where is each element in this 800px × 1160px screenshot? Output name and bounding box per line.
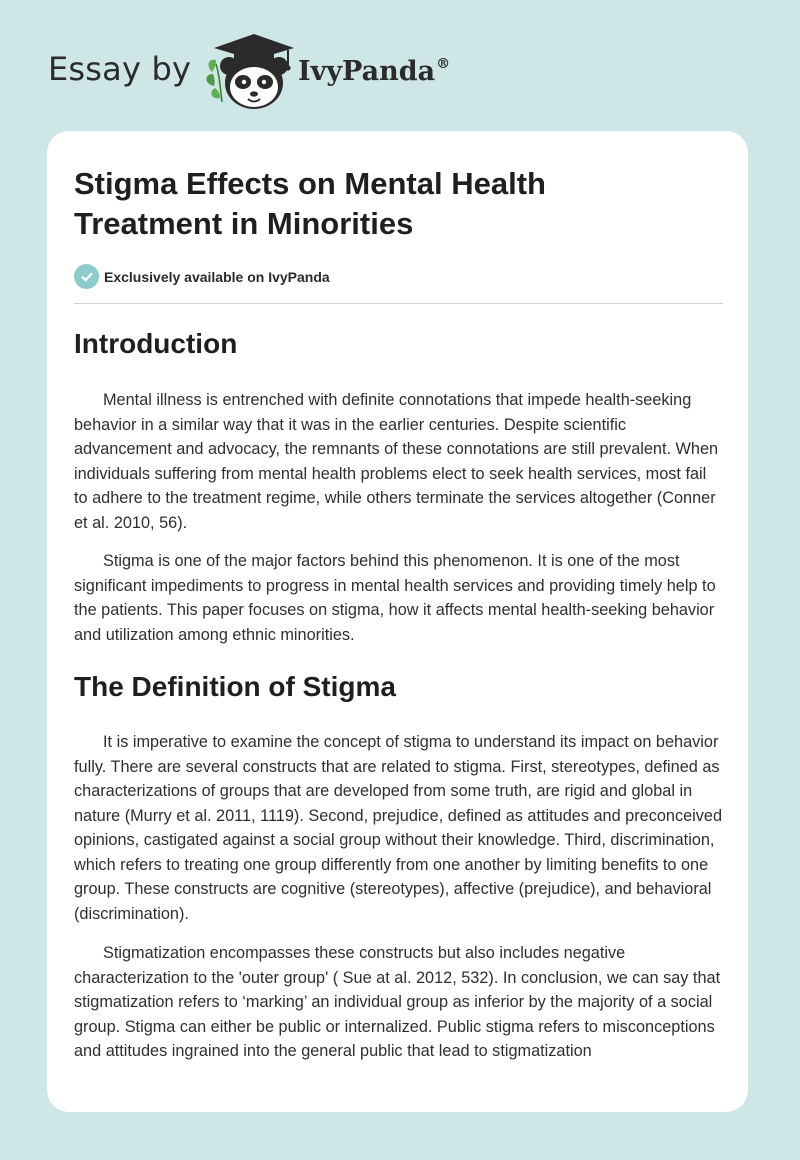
paragraph: Stigmatization encompasses these constructs but also includes negative characterization to the 'outer group' ( Sue at al. 2012, 532). In conclusion, we can say that stigmatization refers to ‘marking’ an individual group as inferior by the majority of a social group. Stigma can either be public or internalized. Public stigma refers to misconceptions and attitudes ingrained into the general public that lead to stigmatization bbox=[74, 944, 721, 1060]
essay-title: Stigma Effects on Mental Health Treatment in Minorities bbox=[74, 166, 546, 241]
title-divider bbox=[74, 303, 723, 304]
site-header bbox=[48, 28, 508, 112]
essay-body bbox=[74, 324, 724, 1064]
badge-text: Exclusively available on IvyPanda bbox=[104, 268, 330, 285]
checkmark-circle-icon bbox=[74, 264, 99, 289]
brand-name[interactable] bbox=[298, 56, 450, 87]
exclusive-badge bbox=[74, 264, 330, 289]
registered-mark: ® bbox=[436, 56, 451, 72]
paragraph: It is imperative to examine the concept of stigma to understand its impact on behavior fully. There are several constructs that are related to stigma. First, stereotypes, defined as characterizations of groups that are developed from some truth, are rigid and global in nature (Murry et al. 2011, 1119). Second, prejudice, defined as attitudes and preconceived opinions, castigated against a social group without their knowledge. Third, discrimination, which refers to treating one group differently from one another by limiting benefits to one group. These constructs are cognitive (stereotypes), affective (prejudice), and behavioral (discrimination). bbox=[74, 733, 723, 923]
brand-name-text[interactable]: IvyPanda bbox=[298, 56, 436, 87]
paragraph: Mental illness is entrenched with definite connotations that impede health-seeking behavior in a similar way that it was in the earlier centuries. Despite scientific advancement and advocacy, the remnants of these connotations are still prevalent. When individuals suffering from mental health problems elect to seek health services, most fail to adhere to the treatment regime, while others terminate the services altogether (Conner et al. 2010, 56). bbox=[74, 391, 719, 532]
section-heading-introduction: Introduction bbox=[74, 328, 238, 359]
essay-card bbox=[47, 131, 748, 1112]
paragraph: Stigma is one of the major factors behind this phenomenon. It is one of the most significant impediments to progress in mental health services and providing timely help to the patients. This paper focuses on stigma, how it affects mental health-seeking behavior and utilization among ethnic minorities. bbox=[74, 552, 716, 644]
brand-prefix: Essay by bbox=[48, 50, 192, 88]
panda-logo-icon[interactable] bbox=[202, 28, 298, 112]
section-heading-definition: The Definition of Stigma bbox=[74, 671, 396, 702]
